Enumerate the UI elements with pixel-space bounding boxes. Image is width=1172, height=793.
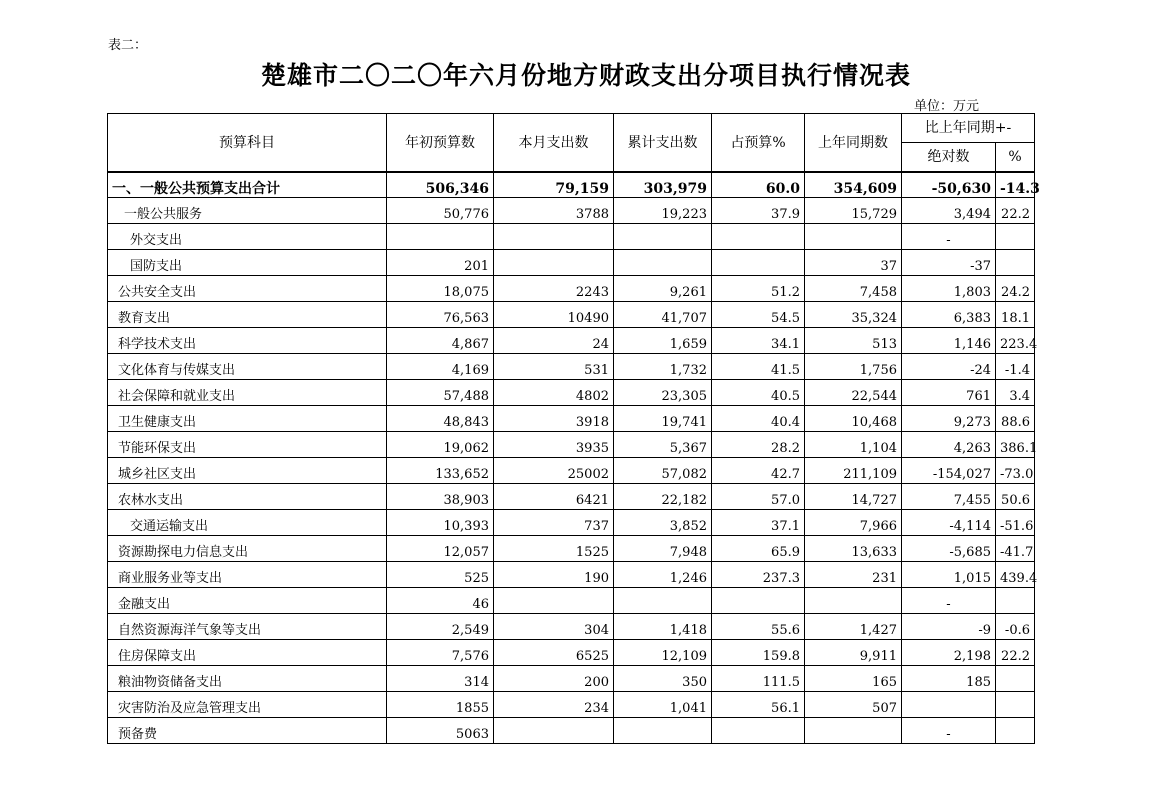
cell-percent: 18.1: [996, 302, 1035, 328]
cell-initial-budget: 7,576: [387, 640, 494, 666]
cell-absolute: -: [902, 588, 996, 614]
cell-budget-pct: 28.2: [712, 432, 805, 458]
cell-budget-pct: 40.5: [712, 380, 805, 406]
cell-cumulative-expense: 1,041: [614, 692, 712, 718]
cell-percent: 22.2: [996, 640, 1035, 666]
cell-subject: 一般公共服务: [108, 198, 387, 224]
cell-absolute: 761: [902, 380, 996, 406]
cell-last-year: 13,633: [805, 536, 902, 562]
cell-month-expense: [494, 250, 614, 276]
col-header-subject: 预算科目: [108, 114, 387, 173]
cell-absolute: 6,383: [902, 302, 996, 328]
cell-month-expense: 737: [494, 510, 614, 536]
cell-cumulative-expense: 23,305: [614, 380, 712, 406]
cell-absolute: [902, 692, 996, 718]
cell-absolute: -9: [902, 614, 996, 640]
cell-subject: 资源勘探电力信息支出: [108, 536, 387, 562]
cell-subject: 自然资源海洋气象等支出: [108, 614, 387, 640]
cell-absolute: -37: [902, 250, 996, 276]
cell-initial-budget: 133,652: [387, 458, 494, 484]
cell-percent: [996, 692, 1035, 718]
cell-month-expense: 10490: [494, 302, 614, 328]
cell-month-expense: 531: [494, 354, 614, 380]
cell-month-expense: 200: [494, 666, 614, 692]
cell-percent: -14.3: [996, 172, 1035, 198]
cell-absolute: 2,198: [902, 640, 996, 666]
cell-month-expense: 6525: [494, 640, 614, 666]
cell-budget-pct: 41.5: [712, 354, 805, 380]
cell-subject: 住房保障支出: [108, 640, 387, 666]
table-row: [108, 328, 1035, 354]
col-header-cumulative-expense: 累计支出数: [614, 114, 712, 173]
cell-absolute: 185: [902, 666, 996, 692]
cell-initial-budget: 5063: [387, 718, 494, 744]
cell-budget-pct: 37.9: [712, 198, 805, 224]
cell-subject: 社会保障和就业支出: [108, 380, 387, 406]
cell-absolute: 7,455: [902, 484, 996, 510]
cell-absolute: -50,630: [902, 172, 996, 198]
cell-budget-pct: 55.6: [712, 614, 805, 640]
cell-percent: [996, 250, 1035, 276]
table-row: [108, 666, 1035, 692]
cell-initial-budget: 12,057: [387, 536, 494, 562]
cell-absolute: -4,114: [902, 510, 996, 536]
col-header-initial-budget: 年初预算数: [387, 114, 494, 173]
cell-cumulative-expense: 350: [614, 666, 712, 692]
cell-subject: 文化体育与传媒支出: [108, 354, 387, 380]
cell-subject: 商业服务业等支出: [108, 562, 387, 588]
col-header-percent: %: [996, 143, 1035, 173]
col-header-compare: 比上年同期+-: [902, 114, 1035, 143]
cell-subject: 节能环保支出: [108, 432, 387, 458]
cell-absolute: 1,015: [902, 562, 996, 588]
cell-initial-budget: 38,903: [387, 484, 494, 510]
cell-cumulative-expense: 1,418: [614, 614, 712, 640]
cell-absolute: 3,494: [902, 198, 996, 224]
cell-cumulative-expense: [614, 588, 712, 614]
cell-cumulative-expense: 5,367: [614, 432, 712, 458]
cell-subject: 教育支出: [108, 302, 387, 328]
table-row: [108, 484, 1035, 510]
cell-month-expense: [494, 718, 614, 744]
cell-last-year: [805, 718, 902, 744]
cell-percent: -73.0: [996, 458, 1035, 484]
cell-percent: 3.4: [996, 380, 1035, 406]
expenditure-table: [107, 113, 1040, 744]
cell-subject: 科学技术支出: [108, 328, 387, 354]
cell-absolute: -5,685: [902, 536, 996, 562]
cell-last-year: 7,458: [805, 276, 902, 302]
cell-initial-budget: [387, 224, 494, 250]
table-row: [108, 276, 1035, 302]
cell-last-year: 1,427: [805, 614, 902, 640]
cell-last-year: 513: [805, 328, 902, 354]
cell-budget-pct: [712, 224, 805, 250]
table-row: [108, 380, 1035, 406]
cell-budget-pct: [712, 250, 805, 276]
cell-budget-pct: 237.3: [712, 562, 805, 588]
cell-subject: 外交支出: [108, 224, 387, 250]
cell-percent: -1.4: [996, 354, 1035, 380]
cell-month-expense: 3935: [494, 432, 614, 458]
cell-last-year: 14,727: [805, 484, 902, 510]
cell-month-expense: 2243: [494, 276, 614, 302]
cell-budget-pct: 57.0: [712, 484, 805, 510]
cell-month-expense: [494, 588, 614, 614]
table-row: [108, 224, 1035, 250]
cell-cumulative-expense: 19,223: [614, 198, 712, 224]
table-row: [108, 640, 1035, 666]
cell-month-expense: 79,159: [494, 172, 614, 198]
cell-cumulative-expense: 303,979: [614, 172, 712, 198]
cell-subject: 粮油物资储备支出: [108, 666, 387, 692]
cell-cumulative-expense: 9,261: [614, 276, 712, 302]
cell-budget-pct: 111.5: [712, 666, 805, 692]
cell-month-expense: 6421: [494, 484, 614, 510]
col-header-month-expense: 本月支出数: [494, 114, 614, 173]
cell-percent: 24.2: [996, 276, 1035, 302]
table-row: [108, 406, 1035, 432]
cell-subject: 预备费: [108, 718, 387, 744]
cell-last-year: 15,729: [805, 198, 902, 224]
cell-budget-pct: 34.1: [712, 328, 805, 354]
cell-last-year: [805, 224, 902, 250]
cell-budget-pct: 42.7: [712, 458, 805, 484]
cell-initial-budget: 314: [387, 666, 494, 692]
cell-initial-budget: 4,867: [387, 328, 494, 354]
cell-cumulative-expense: 41,707: [614, 302, 712, 328]
unit-label: 单位：万元: [914, 99, 980, 114]
cell-month-expense: 24: [494, 328, 614, 354]
cell-initial-budget: 525: [387, 562, 494, 588]
cell-initial-budget: 2,549: [387, 614, 494, 640]
cell-subject: 城乡社区支出: [108, 458, 387, 484]
cell-last-year: 165: [805, 666, 902, 692]
cell-month-expense: 25002: [494, 458, 614, 484]
cell-absolute: -154,027: [902, 458, 996, 484]
cell-initial-budget: 57,488: [387, 380, 494, 406]
cell-absolute: 9,273: [902, 406, 996, 432]
cell-cumulative-expense: [614, 718, 712, 744]
cell-budget-pct: 40.4: [712, 406, 805, 432]
table-row: [108, 354, 1035, 380]
cell-cumulative-expense: 1,659: [614, 328, 712, 354]
cell-last-year: 10,468: [805, 406, 902, 432]
cell-cumulative-expense: 57,082: [614, 458, 712, 484]
cell-cumulative-expense: [614, 224, 712, 250]
cell-percent: 223.4: [996, 328, 1035, 354]
cell-last-year: 211,109: [805, 458, 902, 484]
cell-absolute: 4,263: [902, 432, 996, 458]
cell-cumulative-expense: [614, 250, 712, 276]
cell-last-year: 231: [805, 562, 902, 588]
col-header-last-year: 上年同期数: [805, 114, 902, 173]
table-row: [108, 432, 1035, 458]
cell-last-year: 1,104: [805, 432, 902, 458]
cell-initial-budget: 46: [387, 588, 494, 614]
col-header-absolute: 绝对数: [902, 143, 996, 173]
cell-absolute: -: [902, 718, 996, 744]
cell-initial-budget: 506,346: [387, 172, 494, 198]
cell-percent: -0.6: [996, 614, 1035, 640]
cell-cumulative-expense: 22,182: [614, 484, 712, 510]
page-title: 楚雄市二〇二〇年六月份地方财政支出分项目执行情况表: [260, 61, 911, 90]
cell-initial-budget: 18,075: [387, 276, 494, 302]
header-row: [108, 114, 1035, 143]
cell-initial-budget: 4,169: [387, 354, 494, 380]
cell-subject: 公共安全支出: [108, 276, 387, 302]
cell-last-year: 22,544: [805, 380, 902, 406]
cell-subject: 国防支出: [108, 250, 387, 276]
cell-budget-pct: 65.9: [712, 536, 805, 562]
cell-budget-pct: 51.2: [712, 276, 805, 302]
total-row: [108, 172, 1035, 198]
cell-budget-pct: 60.0: [712, 172, 805, 198]
cell-cumulative-expense: 7,948: [614, 536, 712, 562]
cell-percent: 386.1: [996, 432, 1035, 458]
table-row: [108, 614, 1035, 640]
table-row: [108, 458, 1035, 484]
col-header-budget-pct: 占预算%: [712, 114, 805, 173]
cell-month-expense: 190: [494, 562, 614, 588]
table-row: [108, 250, 1035, 276]
cell-percent: -41.7: [996, 536, 1035, 562]
cell-percent: 439.4: [996, 562, 1035, 588]
cell-budget-pct: 37.1: [712, 510, 805, 536]
cell-absolute: 1,146: [902, 328, 996, 354]
cell-percent: 22.2: [996, 198, 1035, 224]
cell-month-expense: 234: [494, 692, 614, 718]
cell-percent: -51.6: [996, 510, 1035, 536]
cell-subject: 金融支出: [108, 588, 387, 614]
cell-percent: [996, 718, 1035, 744]
cell-month-expense: 3788: [494, 198, 614, 224]
cell-subject: 交通运输支出: [108, 510, 387, 536]
table-row: [108, 510, 1035, 536]
cell-last-year: 354,609: [805, 172, 902, 198]
cell-percent: 88.6: [996, 406, 1035, 432]
cell-initial-budget: 19,062: [387, 432, 494, 458]
cell-subject: 农林水支出: [108, 484, 387, 510]
cell-absolute: 1,803: [902, 276, 996, 302]
cell-subject: 灾害防治及应急管理支出: [108, 692, 387, 718]
cell-initial-budget: 1855: [387, 692, 494, 718]
cell-cumulative-expense: 12,109: [614, 640, 712, 666]
cell-initial-budget: 76,563: [387, 302, 494, 328]
cell-absolute: -: [902, 224, 996, 250]
cell-last-year: 7,966: [805, 510, 902, 536]
table-row: [108, 198, 1035, 224]
cell-budget-pct: 159.8: [712, 640, 805, 666]
table-label: 表二：: [108, 38, 148, 53]
table-row: [108, 302, 1035, 328]
table-row: [108, 692, 1035, 718]
table-row: [108, 718, 1035, 744]
cell-last-year: [805, 588, 902, 614]
cell-budget-pct: 54.5: [712, 302, 805, 328]
cell-month-expense: 4802: [494, 380, 614, 406]
cell-budget-pct: [712, 718, 805, 744]
cell-budget-pct: [712, 588, 805, 614]
cell-percent: [996, 666, 1035, 692]
cell-initial-budget: 50,776: [387, 198, 494, 224]
cell-month-expense: 304: [494, 614, 614, 640]
cell-last-year: 9,911: [805, 640, 902, 666]
cell-percent: [996, 588, 1035, 614]
cell-cumulative-expense: 1,246: [614, 562, 712, 588]
cell-percent: [996, 224, 1035, 250]
cell-last-year: 507: [805, 692, 902, 718]
cell-subject: 卫生健康支出: [108, 406, 387, 432]
cell-budget-pct: 56.1: [712, 692, 805, 718]
cell-month-expense: 3918: [494, 406, 614, 432]
cell-cumulative-expense: 1,732: [614, 354, 712, 380]
table-row: [108, 588, 1035, 614]
cell-absolute: -24: [902, 354, 996, 380]
table-row: [108, 536, 1035, 562]
cell-last-year: 37: [805, 250, 902, 276]
cell-month-expense: [494, 224, 614, 250]
cell-initial-budget: 201: [387, 250, 494, 276]
cell-last-year: 1,756: [805, 354, 902, 380]
cell-initial-budget: 10,393: [387, 510, 494, 536]
cell-cumulative-expense: 3,852: [614, 510, 712, 536]
cell-last-year: 35,324: [805, 302, 902, 328]
cell-month-expense: 1525: [494, 536, 614, 562]
cell-cumulative-expense: 19,741: [614, 406, 712, 432]
cell-percent: 50.6: [996, 484, 1035, 510]
table-row: [108, 562, 1035, 588]
cell-initial-budget: 48,843: [387, 406, 494, 432]
cell-subject: 一、一般公共预算支出合计: [108, 172, 387, 198]
